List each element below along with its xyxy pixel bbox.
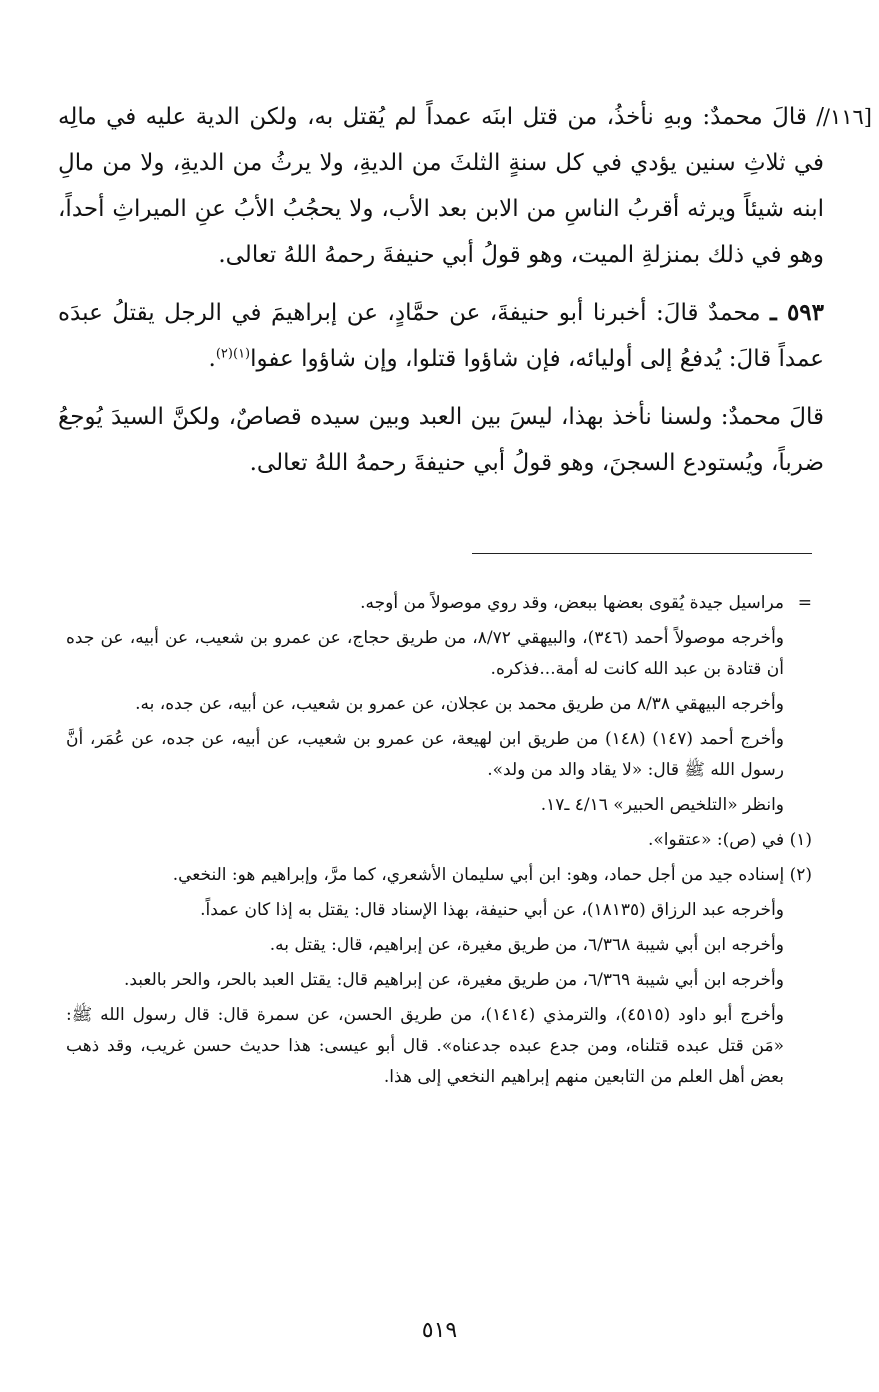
footnote-text: وأخرجه عبد الرزاق (١٨١٣٥)، عن أبي حنيفة، بهذا الإسناد قال: يقتل به إذا كان عمداً. [200, 900, 784, 920]
paragraph-commentary-1 [58, 94, 872, 278]
footnote-text: وانظر «التلخيص الحبير» ٤/١٦ ـ١٧. [540, 795, 784, 815]
paragraph-commentary-2 [58, 394, 824, 486]
footnote-continuation-para [66, 623, 812, 685]
footnote-text: وأخرج أحمد (١٤٧) (١٤٨) من طريق ابن لهيعة، عن عمرو بن شعيب، عن أبيه، عن جده، عن عُمَر، أنَّ رسول الله ﷺ قال: «لا يقاد والد من ولد». [66, 729, 785, 780]
paragraph-text: محمدٌ قالَ: أخبرنا أبو حنيفةَ، عن حمَّادٍ، عن إبراهيمَ في الرجل يقتلُ عبدَه عمداً قالَ: يُدفعُ إلى أوليائه، فإن شاؤوا قتلوا، وإن شاؤوا عفوا [58, 300, 824, 372]
footnote-text: وأخرجه موصولاً أحمد (٣٤٦)، والبيهقي ٨/٧٢، من طريق حجاج، عن عمرو بن شعيب، عن أبيه، عن جده أن قتادة بن عبد الله كانت له أمة...فذكره. [66, 628, 785, 679]
paragraph-text: / قالَ محمدٌ: وبهِ نأخذُ، من قتل ابنَه عمداً لم يُقتل به، ولكن الدية عليه في مالِه في ثلاثِ سنين يؤدي في كل سنةٍ الثلثَ من الديةِ، ولا يرثُ من الديةِ، ولا من مالِ ابنه شيئاً ويرثه أقربُ الناسِ من الابن بعد الأب، ولا يحجُبُ الأبُ عنِ الميراثِ أحداً، وهو في ذلك بمنزلةِ الميت، وهو قولُ أبي حنيفةَ رحمهُ اللهُ تعالى. [58, 104, 824, 268]
footnote-text: (٢) إسناده جيد من أجل حماد، وهو: ابن أبي سليمان الأشعري، كما مرَّ، وإبراهيم هو: النخعي. [172, 865, 812, 885]
continuation-mark: = [797, 593, 812, 613]
paragraph-hadith-593: ٥٩٣ ـ محمدٌ قالَ: أخبرنا أبو حنيفةَ، عن حمَّادٍ، عن إبراهيمَ في الرجل يقتلُ عبدَه عمداً قالَ: يُدفعُ إلى أوليائه، فإن شاؤوا قتلوا، وإن شاؤوا عفوا$^{(١)(٢)}$. [58, 299, 824, 372]
footnote-text: وأخرجه ابن أبي شيبة ٦/٣٦٨، من طريق مغيرة، عن إبراهيم، قال: يقتل به. [269, 935, 784, 955]
footnote-2-para [66, 1000, 812, 1093]
footnote-continuation-para [66, 724, 812, 786]
footnote-text: وأخرج أبو داود (٤٥١٥)، والترمذي (١٤١٤)، من طريق الحسن، عن سمرة قال: قال رسول الله ﷺ: «مَن قتل عبده قتلناه، ومن جدع عبده جدعناه». قال أبو عيسى: هذا حديث حسن غريب، وقد ذهب بعض أهل العلم من التابعين منهم إبراهيم النخعي إلى هذا. [66, 1005, 784, 1087]
margin-reference: [١١٦/ [822, 105, 872, 129]
footnote-continuation [66, 588, 812, 619]
footnote-2-para [66, 930, 812, 961]
footnote-2-para [66, 895, 812, 926]
footnote-continuation-para [66, 790, 812, 821]
page-number: ٥١٩ [421, 1318, 458, 1343]
paragraph-text: قالَ محمدٌ: ولسنا نأخذ بهذا، ليسَ بين العبد وبين سيده قصاصٌ، ولكنَّ السيدَ يُوجعُ ضرباً، ويُستودع السجنَ، وهو قولُ أبي حنيفةَ رحمهُ اللهُ تعالى. [58, 404, 824, 476]
main-text [58, 94, 872, 498]
footnote-divider [472, 553, 812, 554]
hadith-number: ٥٩٣ ـ [770, 299, 824, 326]
footnote-text: وأخرجه البيهقي ٨/٣٨ من طريق محمد بن عجلان، عن عمرو بن شعيب، عن أبيه، عن جده، به. [135, 694, 784, 714]
footnote-text: (١) في (ص): «عتقوا». [647, 830, 812, 850]
footnote-continuation-para [66, 689, 812, 720]
footnote-text: وأخرجه ابن أبي شيبة ٦/٣٦٩، من طريق مغيرة، عن إبراهيم قال: يقتل العبد بالحر، والحر بالعبد. [123, 970, 784, 990]
footnote-text: مراسيل جيدة يُقوى بعضها ببعض، وقد روي موصولاً من أوجه. [360, 593, 784, 613]
footnotes-section [66, 588, 812, 1097]
footnote-markers[interactable]: (١)(٢) [215, 346, 251, 362]
footnote-1 [66, 825, 812, 856]
footnote-2 [66, 860, 812, 891]
footnote-2-para [66, 965, 812, 996]
